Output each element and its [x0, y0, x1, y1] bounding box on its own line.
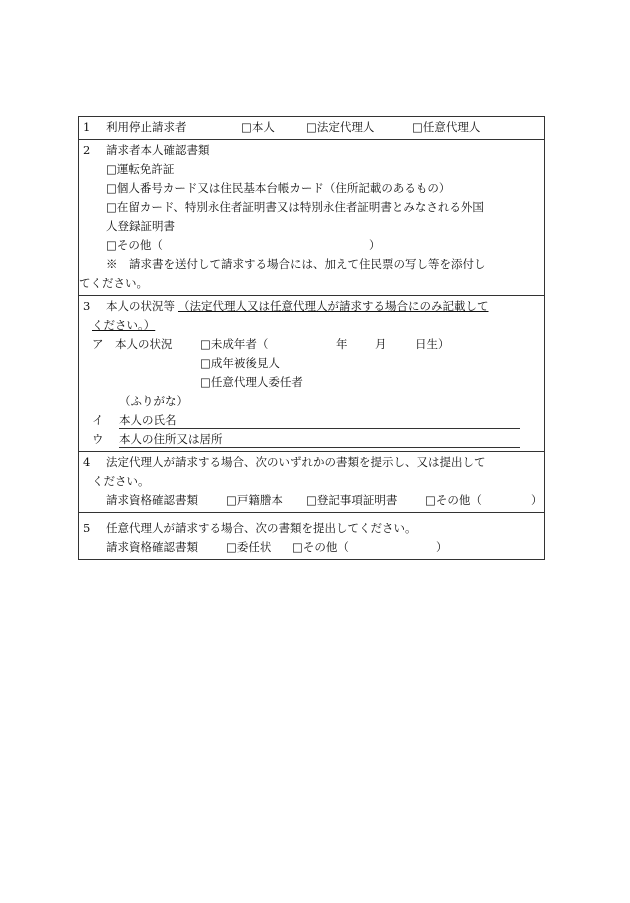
checkbox-power-of-attorney[interactable]: □委任状: [226, 540, 272, 554]
checkbox-other-voluntary[interactable]: □その他（: [292, 540, 349, 554]
checkbox-family-register[interactable]: □戸籍謄本: [226, 493, 283, 507]
note-line-2: てください。: [79, 276, 148, 290]
birth-month-label: 月: [375, 337, 387, 351]
section-3-title-note-cont: ください。）: [92, 318, 156, 332]
section-5-number: 5: [83, 521, 91, 535]
section-4-text: 法定代理人が請求する場合、次のいずれかの書類を提示し、又は提出して: [106, 455, 486, 469]
birth-day-label: 日生）: [415, 337, 450, 351]
checkbox-drivers-license[interactable]: □運転免許証: [106, 162, 175, 176]
other-id-close-paren: ）: [369, 238, 381, 252]
section-5-text: 任意代理人が請求する場合、次の書類を提出してください。: [106, 521, 417, 535]
section-1-requester: [79, 117, 544, 140]
other-legal-close-paren: ）: [531, 493, 543, 507]
checkbox-legal-agent[interactable]: □法定代理人: [306, 120, 375, 134]
checkbox-delegator[interactable]: □任意代理人委任者: [200, 375, 303, 389]
checkbox-registry-certificate[interactable]: □登記事項証明書: [306, 493, 398, 507]
checkbox-adult-ward[interactable]: □成年被後見人: [200, 356, 280, 370]
section-5-doc-label: 請求資格確認書類: [106, 540, 198, 554]
principal-name-label: 本人の氏名: [119, 413, 177, 427]
residence-card-continued: 人登録証明書: [106, 219, 175, 233]
section-2-identity-documents: [79, 140, 544, 296]
checkbox-other-legal[interactable]: □その他（: [425, 493, 482, 507]
section-2-number: 2: [83, 143, 91, 157]
section-4-text-cont: ください。: [92, 474, 150, 488]
section-4-doc-label: 請求資格確認書類: [106, 493, 198, 507]
section-2-title: 請求者本人確認書類: [106, 143, 210, 157]
section-3-title: 本人の状況等: [106, 299, 175, 313]
section-1-title: 利用停止請求者: [106, 120, 187, 134]
note-line-1: ※ 請求書を送付して請求する場合には、加えて住民票の写し等を添付し: [106, 257, 486, 271]
section-5-voluntary-agent-docs: [79, 513, 544, 559]
item-u-marker: ウ: [92, 432, 104, 446]
principal-address-label: 本人の住所又は居所: [119, 432, 223, 446]
item-i-marker: イ: [92, 413, 104, 427]
birth-year-label: 年: [336, 337, 348, 351]
checkbox-other-id[interactable]: □その他（: [106, 238, 163, 252]
checkbox-voluntary-agent[interactable]: □任意代理人: [412, 120, 481, 134]
checkbox-my-number-card[interactable]: □個人番号カード又は住民基本台帳カード（住所記載のあるもの）: [106, 181, 451, 195]
section-3-title-note: （法定代理人又は任意代理人が請求する場合にのみ記載して: [178, 299, 489, 313]
checkbox-residence-card[interactable]: □在留カード、特別永住者証明書又は特別永住者証明書とみなされる外国: [106, 200, 484, 214]
checkbox-self[interactable]: □本人: [241, 120, 275, 134]
request-form-table: [78, 116, 545, 560]
section-4-legal-agent-docs: [79, 452, 544, 513]
section-4-number: 4: [83, 455, 91, 469]
section-3-principal-status: [79, 296, 544, 452]
principal-status-label: ア 本人の状況: [92, 337, 173, 351]
section-1-number: 1: [83, 120, 91, 134]
section-3-number: 3: [83, 299, 91, 313]
principal-address-field[interactable]: [119, 430, 520, 448]
principal-name-field[interactable]: [119, 411, 520, 429]
furigana-label: （ふりがな）: [119, 394, 188, 408]
other-voluntary-close-paren: ）: [436, 540, 448, 554]
checkbox-minor[interactable]: □未成年者（: [200, 337, 269, 351]
